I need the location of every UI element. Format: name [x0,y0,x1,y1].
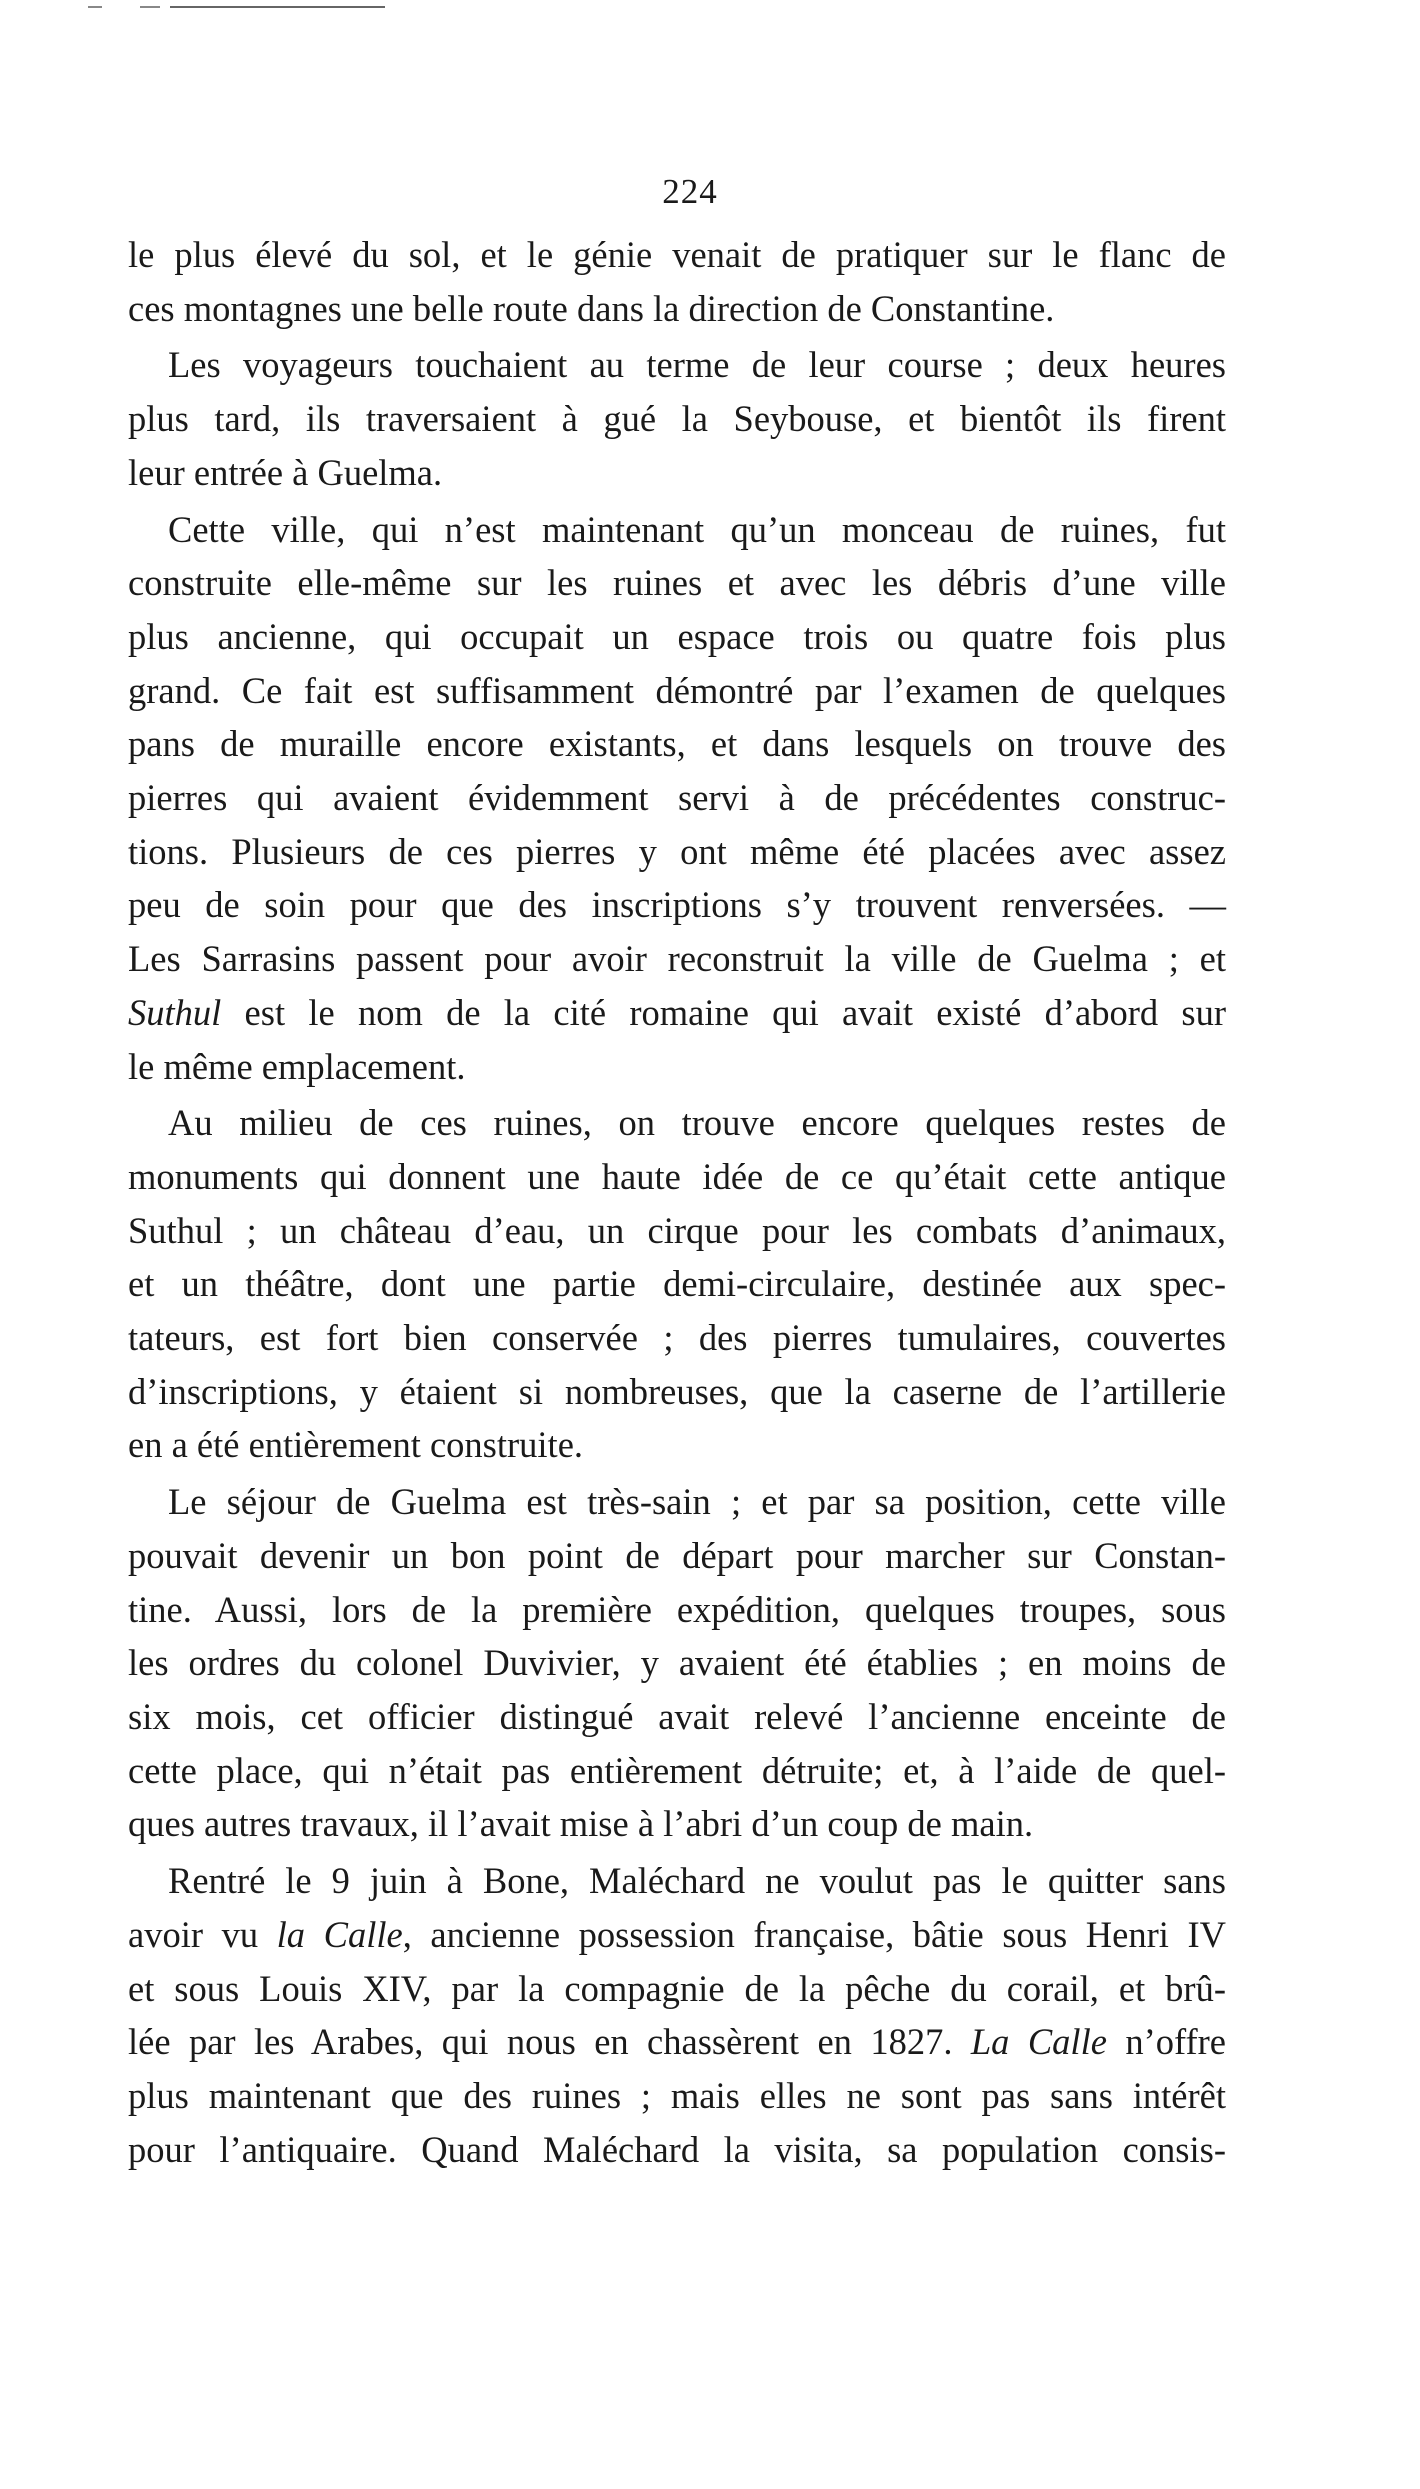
paragraph-1 [128,228,1226,335]
text-line: le plus élevé du sol, et le génie venait de pratiquer sur le flanc de [128,234,1226,275]
top-rule [170,6,385,8]
text-line: six mois, cet officier distingué avait relevé l’ancienne enceinte de [128,1695,1226,1737]
text-line: construite elle-même sur les ruines et avec les débris d’une ville [128,562,1226,604]
text-line: leur entrée à Guelma. [128,451,443,493]
paragraph-2 [128,338,1226,499]
text-line: tateurs, est fort bien conservée ; des pierres tumulaires, couvertes [128,1317,1226,1359]
text-line: en a été entièrement construite. [128,1424,584,1466]
text-line: Les voyageurs touchaient au terme de leur course ; deux heures [168,344,1226,386]
text-line: pouvait devenir un bon point de départ pour marcher sur Constan- [128,1534,1226,1576]
text-line: pans de muraille encore existants, et dans lesquels on trouve des [128,723,1226,765]
body-text [128,228,1226,2176]
text-line: plus ancienne, qui occupait un espace trois ou quatre fois plus [128,615,1226,657]
text-line: lée par les Arabes, qui nous en chassèrent en 1827. La Calle n’offre [128,2021,1226,2063]
paragraph-3 [128,503,1226,1094]
paragraph-6 [128,1854,1226,2176]
text-line: Les Sarrasins passent pour avoir reconstruit la ville de Guelma ; et [128,938,1226,980]
text-line: et sous Louis XIV, par la compagnie de la pêche du corail, et brû- [128,1967,1226,2009]
text-line: plus maintenant que des ruines ; mais elles ne sont pas sans intérêt [128,2074,1226,2116]
text-line: cette place, qui n’était pas entièrement détruite; et, à l’aide de quel- [128,1749,1226,1791]
text-line: pierres qui avaient évidemment servi à de précédentes construc- [128,777,1226,819]
text-line: d’inscriptions, y étaient si nombreuses, que la caserne de l’artillerie [128,1370,1226,1412]
top-tick-left [88,6,102,8]
text-line: Rentré le 9 juin à Bone, Maléchard ne voulut pas le quitter sans [168,1860,1226,1902]
text-line: plus tard, ils traversaient à gué la Seybouse, et bientôt ils firent [128,398,1226,440]
page-number: 224 [662,172,718,211]
text-line: Au milieu de ces ruines, on trouve encore quelques restes de [168,1102,1226,1144]
text-line: avoir vu la Calle, ancienne possession française, bâtie sous Henri IV [128,1913,1226,1955]
text-line: monuments qui donnent une haute idée de ce qu’était cette antique [128,1155,1226,1197]
text-line: et un théâtre, dont une partie demi-circulaire, destinée aux spec- [128,1263,1226,1305]
text-line: ces montagnes une belle route dans la direction de Constantine. [128,287,1055,329]
paragraph-4 [128,1096,1226,1472]
top-tick-mid [140,6,160,8]
text-line: Le séjour de Guelma est très-sain ; et par sa position, cette ville [168,1481,1226,1523]
text-line: tions. Plusieurs de ces pierres y ont même été placées avec assez [128,830,1226,872]
text-line: pour l’antiquaire. Quand Maléchard la visita, sa population consis- [128,2128,1226,2170]
text-line: tine. Aussi, lors de la première expédition, quelques troupes, sous [128,1588,1226,1630]
text-line: les ordres du colonel Duvivier, y avaient été établies ; en moins de [128,1642,1226,1684]
text-line: Cette ville, qui n’est maintenant qu’un monceau de ruines, fut [168,508,1226,550]
text-line: peu de soin pour que des inscriptions s’y trouvent renversées. — [128,884,1226,926]
text-line: le même emplacement. [128,1045,466,1087]
text-line: ques autres travaux, il l’avait mise à l’abri d’un coup de main. [128,1803,1034,1845]
text-line: Suthul est le nom de la cité romaine qui avait existé d’abord sur [128,991,1226,1033]
paragraph-5 [128,1475,1226,1851]
text-line: grand. Ce fait est suffisamment démontré par l’examen de quelques [128,669,1226,711]
text-line: Suthul ; un château d’eau, un cirque pour les combats d’animaux, [128,1209,1226,1251]
